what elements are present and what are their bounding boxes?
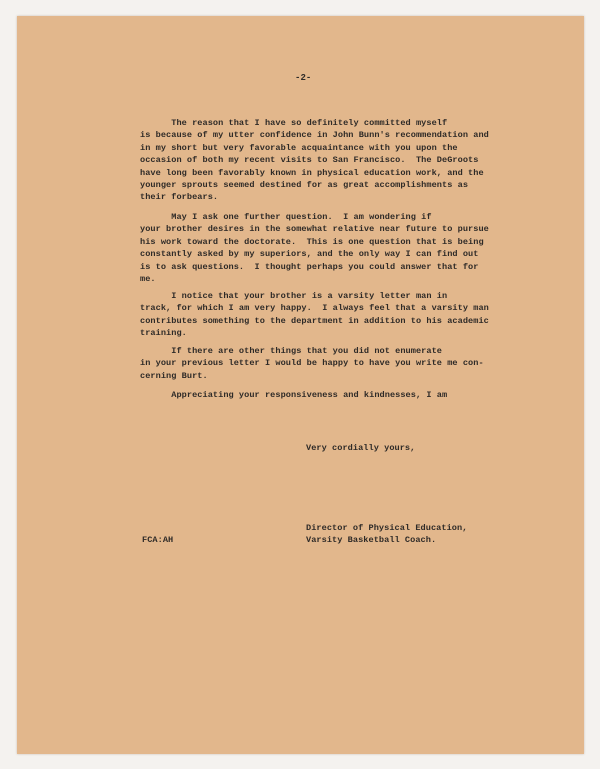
paragraph-5: Appreciating your responsiveness and kindnesses, I am bbox=[140, 390, 448, 400]
paragraph-4: If there are other things that you did not enumerate in your previous letter I would be happy to have you write me con- cerning Burt. bbox=[140, 346, 484, 381]
paragraph-3: I notice that your brother is a varsity letter man in track, for which I am very happy. I always feel that a varsity man contributes something to the department in addition to his academic training. bbox=[140, 291, 489, 339]
letter-page bbox=[17, 16, 584, 754]
reference-initials: FCA:AH bbox=[142, 535, 174, 545]
complimentary-close: Very cordially yours, bbox=[306, 443, 416, 453]
paragraph-2: May I ask one further question. I am wondering if your brother desires in the somewhat relative near future to pursue his work toward the doctorate. This is one question that is being constantly asked by my superiors, and the only way I can find out is to ask questions. I thought perhaps you could answer that for me. bbox=[140, 212, 489, 285]
paragraph-1: The reason that I have so definitely committed myself is because of my utter confidence in John Bunn's recommendation and in my short but very favorable acquaintance with you upon the occasion of both my recent visits to San Francisco. The DeGroots have long been favorably known in physical education work, and the younger sprouts seemed destined for as great accomplishments as their forbears. bbox=[140, 118, 489, 203]
signature-block: Director of Physical Education, Varsity Basketball Coach. bbox=[306, 523, 468, 546]
page-number: -2- bbox=[295, 73, 312, 83]
